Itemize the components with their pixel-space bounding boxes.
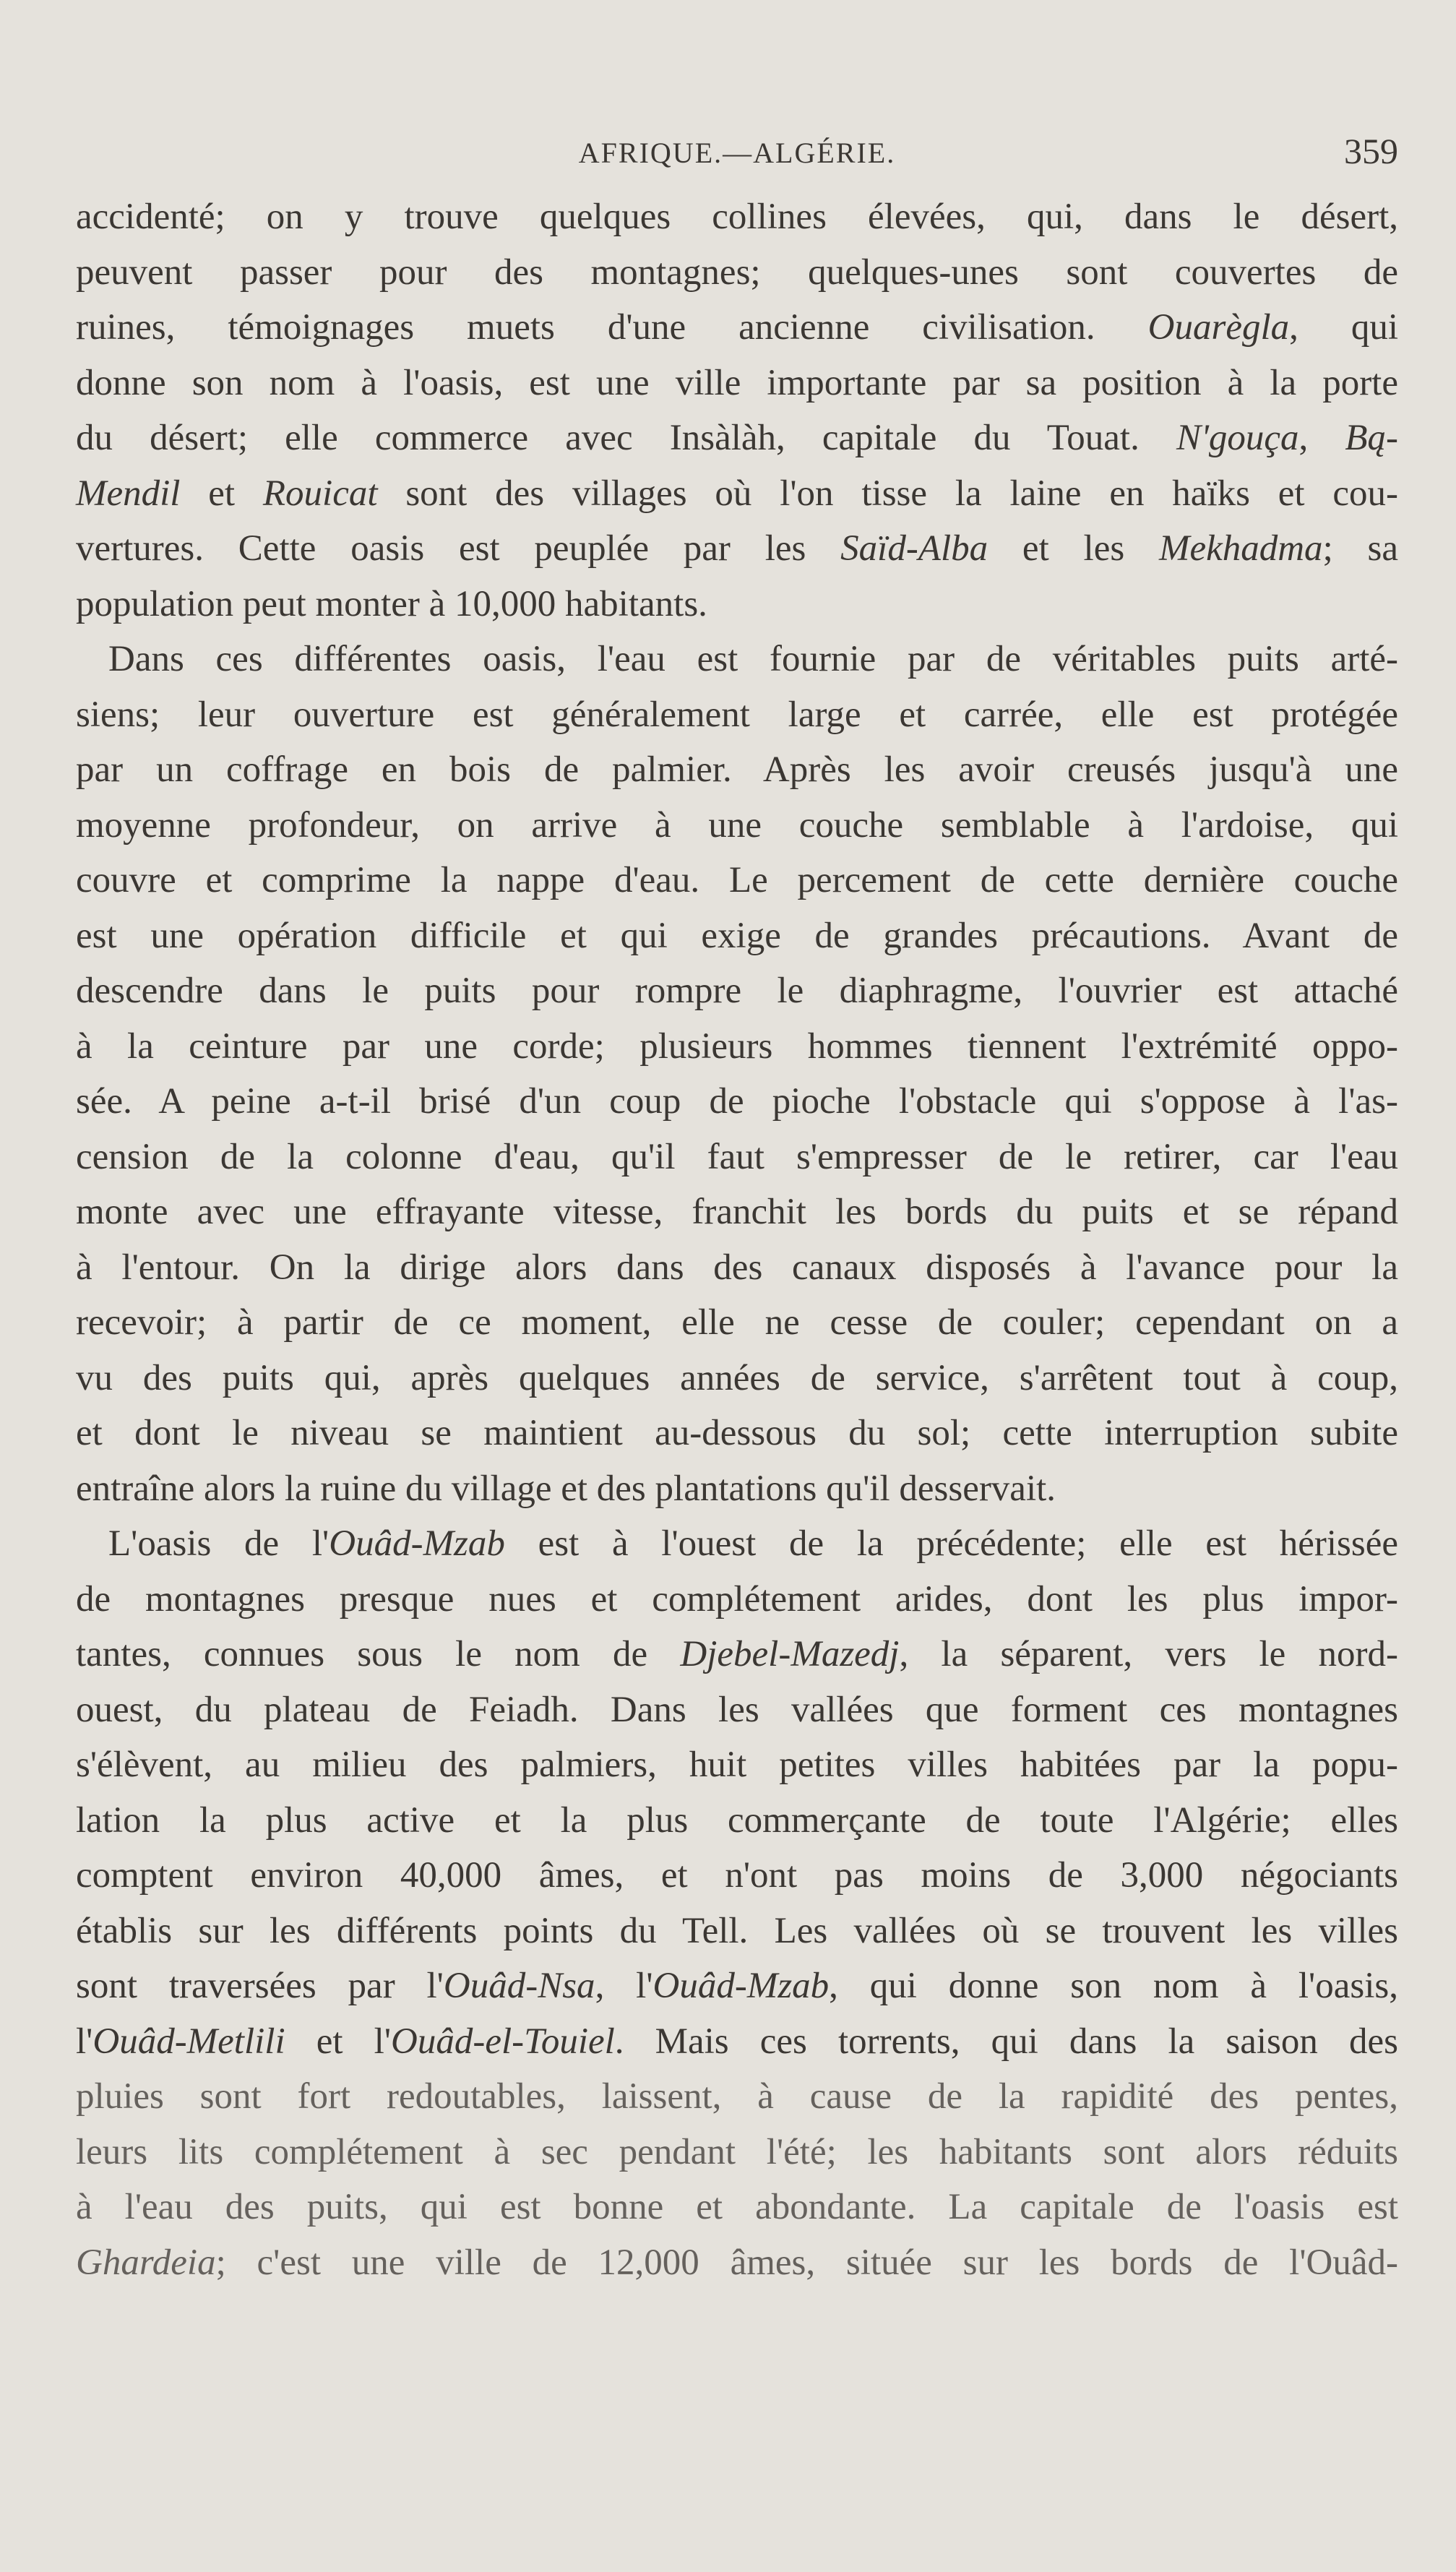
text-line — [76, 356, 1398, 411]
text-segment: lation la plus active et la plus commerçante de toute l'Algérie; elles — [76, 1799, 1398, 1841]
text-segment: l' — [76, 2021, 93, 2062]
text-segment: , la séparent, vers le nord- — [899, 1634, 1398, 1674]
text-segment: Dans ces différentes oasis, l'eau est fournie par de véritables puits arté- — [108, 639, 1398, 679]
text-line — [76, 1516, 1398, 1572]
text-segment: ; c'est une ville de 12,000 âmes, située sur les bords de l'Ouâd- — [215, 2242, 1398, 2283]
italic-name: Ghardeia — [76, 2242, 216, 2283]
text-segment: de montagnes presque nues et complétement arides, dont les plus impor- — [76, 1578, 1398, 1620]
text-line — [76, 577, 1398, 632]
text-line — [76, 687, 1398, 743]
text-segment: et dont le niveau se maintient au-dessous du sol; cette interruption subite — [76, 1413, 1398, 1453]
text-segment: du désert; elle commerce avec Insàlàh, capitale du Touat. — [76, 418, 1176, 458]
text-segment: peuvent passer pour des montagnes; quelques-unes sont couvertes de — [76, 251, 1398, 293]
text-segment: leurs lits complétement à sec pendant l'été; les habitants sont alors réduits — [76, 2131, 1398, 2172]
text-line — [76, 1074, 1398, 1130]
text-line — [76, 1682, 1398, 1738]
text-line — [76, 521, 1398, 577]
text-segment: descendre dans le puits pour rompre le diaphragme, l'ouvrier est attaché — [76, 971, 1398, 1011]
italic-name: N'gouça — [1176, 418, 1299, 458]
text-line — [76, 1572, 1398, 1627]
text-segment: siens; leur ouverture est généralement large et carrée, elle est protégée — [76, 694, 1398, 735]
text-line — [76, 2069, 1398, 2125]
text-segment: moyenne profondeur, on arrive à une couche semblable à l'ardoise, qui — [76, 804, 1398, 846]
text-line — [76, 189, 1398, 245]
text-segment: , qui — [1289, 307, 1398, 348]
text-line — [76, 908, 1398, 964]
text-line — [76, 1737, 1398, 1793]
text-line — [76, 2125, 1398, 2180]
text-segment: entraîne alors la ruine du village et des plantations qu'il desservait. — [76, 1468, 1056, 1509]
text-line — [76, 410, 1398, 466]
text-line — [76, 1184, 1398, 1240]
body-text — [76, 189, 1398, 2290]
text-segment: donne son nom à l'oasis, est une ville importante par sa position à la porte — [76, 362, 1398, 403]
text-segment: pluies sont fort redoutables, laissent, à cause de la rapidité des pentes, — [76, 2076, 1398, 2117]
italic-name: Saïd-Alba — [840, 528, 988, 569]
text-line — [76, 300, 1398, 356]
text-line — [76, 1406, 1398, 1461]
text-line — [76, 245, 1398, 301]
text-segment: accidenté; on y trouve quelques collines élevées, qui, dans le désert, — [76, 197, 1398, 237]
text-line — [76, 742, 1398, 798]
text-line — [76, 1848, 1398, 1904]
text-segment: par un coffrage en bois de palmier. Après les avoir creusés jusqu'à une — [76, 749, 1398, 790]
text-segment: et — [180, 473, 263, 514]
text-line — [76, 1461, 1398, 1517]
text-segment: et l' — [285, 2021, 392, 2062]
italic-name: Ouâd-Nsa — [443, 1966, 595, 2006]
text-segment: à l'entour. On la dirige alors dans des canaux disposés à l'avance pour la — [76, 1247, 1398, 1288]
text-line — [76, 1019, 1398, 1075]
text-segment: cension de la colonne d'eau, qu'il faut s'empresser de le retirer, car l'eau — [76, 1136, 1398, 1177]
italic-name: Ouâd-el-Touiel — [391, 2021, 615, 2062]
text-segment: L'oasis de l' — [108, 1523, 329, 1564]
italic-name: Ouâd-Mzab — [329, 1523, 505, 1564]
text-segment: comptent environ 40,000 âmes, et n'ont pas moins de 3,000 négociants — [76, 1855, 1398, 1896]
text-segment: est à l'ouest de la précédente; elle est hérissée — [504, 1523, 1398, 1564]
text-segment: et les — [988, 528, 1159, 569]
text-segment: vu des puits qui, après quelques années de service, s'arrêtent tout à coup, — [76, 1357, 1398, 1398]
italic-name: Ouarègla — [1147, 307, 1290, 348]
text-segment: , qui donne son nom à l'oasis, — [829, 1966, 1398, 2006]
text-line — [76, 1351, 1398, 1406]
text-segment: vertures. Cette oasis est peuplée par les — [76, 528, 841, 569]
italic-name: Ouâd-Mzab — [652, 1966, 830, 2006]
text-segment: ouest, du plateau de Feiadh. Dans les vallées que forment ces montagnes — [76, 1689, 1398, 1730]
text-line — [76, 2235, 1398, 2291]
text-line — [76, 1958, 1398, 2014]
text-line — [76, 1240, 1398, 1296]
text-segment: population peut monter à 10,000 habitants. — [76, 583, 707, 624]
italic-name: Mekhadma — [1158, 528, 1323, 569]
text-line — [76, 1295, 1398, 1351]
text-segment: couvre et comprime la nappe d'eau. Le percement de cette dernière couche — [76, 860, 1398, 900]
text-segment: ; sa — [1322, 528, 1399, 569]
text-line — [76, 1130, 1398, 1185]
text-line — [76, 1904, 1398, 1959]
running-title: AFRIQUE.—ALGÉRIE. — [578, 137, 896, 169]
text-line — [76, 798, 1398, 853]
italic-name: Ouâd-Metlili — [92, 2021, 285, 2062]
text-segment: , l' — [595, 1966, 653, 2006]
text-segment: établis sur les différents points du Tell. Les vallées où se trouvent les villes — [76, 1910, 1398, 1951]
running-header — [76, 130, 1398, 173]
text-segment: , — [1298, 418, 1345, 458]
text-segment: . Mais ces torrents, qui dans la saison des — [614, 2021, 1398, 2062]
text-line — [76, 853, 1398, 908]
text-segment: est une opération difficile et qui exige de grandes précautions. Avant de — [76, 915, 1398, 956]
text-segment: recevoir; à partir de ce moment, elle ne cesse de couler; cependant on a — [76, 1302, 1398, 1343]
text-segment: monte avec une effrayante vitesse, franchit les bords du puits et se répand — [76, 1192, 1398, 1232]
italic-name: Rouicat — [262, 473, 378, 514]
text-line — [76, 2014, 1398, 2070]
text-segment: sée. A peine a-t-il brisé d'un coup de pioche l'obstacle qui s'oppose à l'as- — [76, 1081, 1398, 1122]
text-segment: à l'eau des puits, qui est bonne et abondante. La capitale de l'oasis est — [76, 2187, 1398, 2227]
text-line — [76, 2180, 1398, 2235]
text-segment: sont traversées par l' — [76, 1966, 444, 2006]
text-line — [76, 963, 1398, 1019]
text-segment: à la ceinture par une corde; plusieurs hommes tiennent l'extrémité oppo- — [76, 1025, 1398, 1067]
text-line — [76, 1627, 1398, 1682]
italic-name: Mendil — [76, 473, 181, 514]
text-line — [76, 1793, 1398, 1849]
text-segment: tantes, connues sous le nom de — [76, 1634, 681, 1674]
text-segment: ruines, témoignages muets d'une ancienne civilisation. — [76, 307, 1148, 348]
text-segment: s'élèvent, au milieu des palmiers, huit petites villes habitées par la popu- — [76, 1745, 1398, 1785]
italic-name: Djebel-Mazedj — [680, 1634, 900, 1674]
italic-name: Bą- — [1345, 418, 1398, 458]
text-line — [76, 632, 1398, 687]
page-number: 359 — [1344, 131, 1398, 171]
text-line — [76, 466, 1398, 522]
text-segment: sont des villages où l'on tisse la laine en haïks et cou- — [377, 473, 1398, 514]
